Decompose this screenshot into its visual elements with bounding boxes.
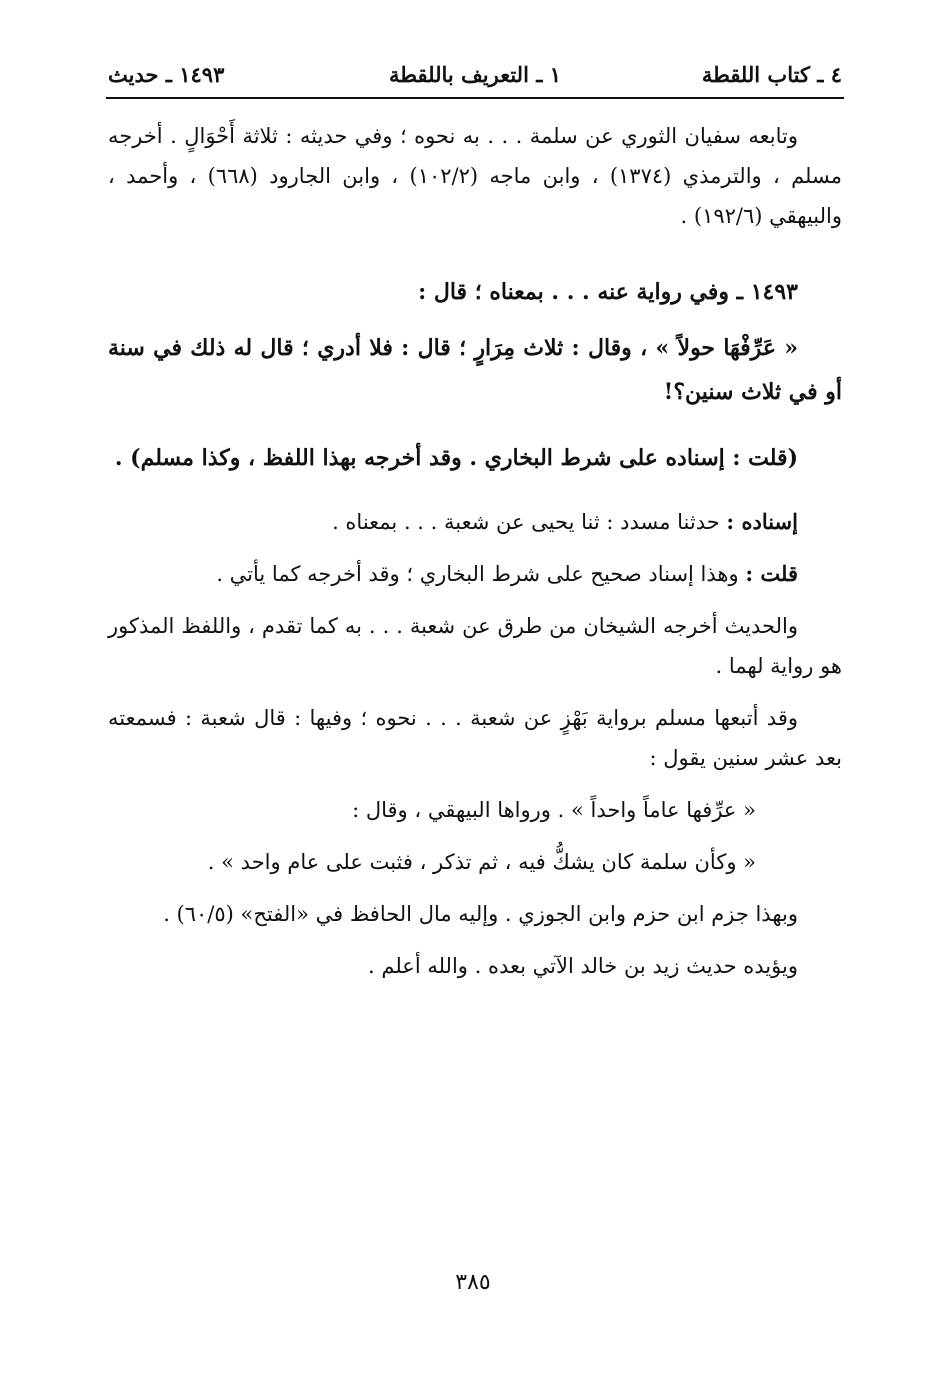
header-chapter-title: ١ ـ التعريف باللقطة — [389, 62, 561, 87]
paragraph-shaykhan: والحديث أخرجه الشيخان من طرق عن شعبة . . . به كما تقدم ، واللفظ المذكور هو رواية لهما . — [108, 614, 842, 678]
paragraph-conclusion: ويؤيده حديث زيد بن خالد الآتي بعده . والله أعلم . — [368, 954, 798, 978]
isnad-label: إسناده : — [726, 509, 798, 534]
running-header — [108, 60, 842, 94]
header-book-title: ٤ ـ كتاب اللقطة — [701, 62, 842, 87]
comment-label: قلت : — [745, 561, 798, 586]
paragraph-takhrij: وتابعه سفيان الثوري عن سلمة . . . به نحوه ؛ وفي حديثه : ثلاثة أَحْوَالٍ . أخرجه مسلم ، والترمذي (١٣٧٤) ، وابن ماجه (١٠٢/٢) ، وابن الجارود (٦٦٨) ، وأحمد ، والبيهقي (١٩٢/٦) . — [108, 124, 842, 228]
hadith-heading: ١٤٩٣ ـ وفي رواية عنه . . . بمعناه ؛ قال : — [418, 279, 798, 305]
grading-note: (قلت : إسناده على شرط البخاري . وقد أخرجه بهذا اللفظ ، وكذا مسلم) . — [114, 445, 798, 471]
header-hadith-number: ١٤٩٣ ـ حديث — [108, 62, 225, 87]
hadith-text: « عَرِّفْهَا حولاً » ، وقال : ثلاث مِرَارٍ ؛ قال : فلا أدري ؛ قال له ذلك في سنة أو في ثلاث سنين؟! — [108, 335, 842, 405]
isnad-text: حدثنا مسدد : ثنا يحيى عن شعبة . . . بمعناه . — [332, 510, 727, 534]
page-number: ٣٨٥ — [455, 1270, 491, 1295]
paragraph-hazm: وبهذا جزم ابن حزم وابن الجوزي . وإليه مال الحافظ في «الفتح» (٦٠/٥) . — [163, 902, 798, 926]
paragraph-muslim: وقد أتبعها مسلم برواية بَهْزٍ عن شعبة . . . نحوه ؛ وفيها : قال شعبة : فسمعته بعد عشر سنين يقول : — [108, 706, 842, 770]
paragraph-quote-two: « وكأن سلمة كان يشكُّ فيه ، ثم تذكر ، فثبت على عام واحد » . — [207, 850, 756, 874]
header-rule — [106, 97, 844, 99]
paragraph-isnad — [108, 502, 842, 542]
paragraph-quote-one: « عرِّفها عاماً واحداً » . ورواها البيهقي ، وقال : — [352, 798, 756, 822]
comment-text: وهذا إسناد صحيح على شرط البخاري ؛ وقد أخرجه كما يأتي . — [216, 562, 746, 586]
paragraph-comment — [108, 554, 842, 594]
page-body — [108, 116, 842, 986]
